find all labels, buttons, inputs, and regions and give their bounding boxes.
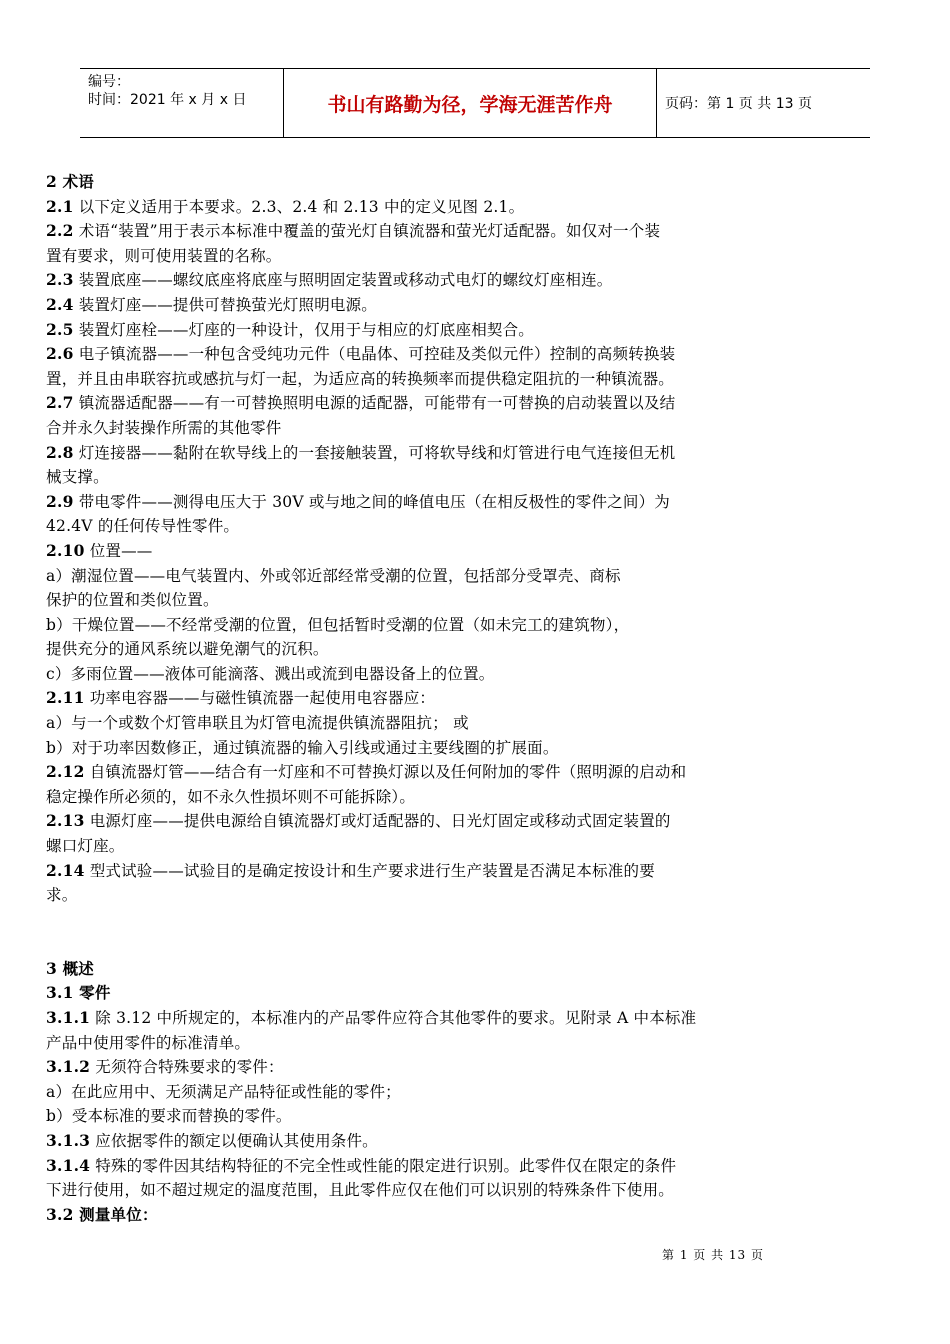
clause-number: 2.7 [46, 393, 74, 413]
clause-text: a）与一个或数个灯管串联且为灯管电流提供镇流器阻抗； 或 [46, 714, 469, 733]
clause-number: 2.10 [46, 540, 85, 560]
text-line [46, 564, 826, 589]
text-line [46, 588, 826, 613]
clause-text: 合并永久封装操作所需的其他零件 [46, 418, 282, 437]
section-3-1-title: 3.1 零件 [46, 983, 111, 1003]
clause-text: 提供充分的通风系统以避免潮气的沉积。 [46, 640, 329, 659]
clause-text: 42.4V 的任何传导性零件。 [46, 517, 240, 536]
clause-text: 电子镇流器——一种包含受纯功元件（电晶体、可控硅及类似元件）控制的高频转换装 [73, 345, 676, 364]
clause-text: 除 3.12 中所规定的，本标准内的产品零件应符合其他零件的要求。见附录 A 中本标准 [90, 1009, 697, 1027]
clause-text: 镇流器适配器——有一可替换照明电源的适配器，可能带有一可替换的启动装置以及结 [73, 394, 676, 413]
clause-text: 置有要求，则可使用装置的名称。 [46, 246, 282, 265]
text-line [46, 662, 826, 687]
clause-text: 稳定操作所必须的，如不永久性损坏则不可能拆除）。 [46, 787, 416, 806]
clause-text: 应依据零件的额定以便确认其使用条件。 [90, 1131, 378, 1150]
page-footer: 第 1 页 共 13 页 [662, 1248, 764, 1262]
section-3-2-title: 3.2 测量单位： [46, 1204, 158, 1224]
clause-number: 3.1.4 [46, 1155, 91, 1175]
text-line [46, 367, 826, 392]
clause-number: 2.9 [46, 491, 74, 511]
clause-text: 以下定义适用于本要求。2.3、2.4 和 2.13 中的定义见图 2.1。 [73, 197, 525, 216]
clause-text: a）在此应用中、无须满足产品特征或性能的零件； [46, 1082, 401, 1101]
text-line [46, 1178, 826, 1203]
text-line [46, 318, 826, 343]
header-motto: 书山有路勤为径，学海无涯苦作舟 [284, 69, 657, 137]
text-line [46, 416, 826, 441]
text-line [46, 514, 826, 539]
section-3-title: 3 概述 [46, 958, 94, 978]
clause-text: 带电零件——测得电压大于 30V 或与地之间的峰值电压（在相反极性的零件之间）为 [73, 492, 670, 511]
text-line [46, 785, 826, 810]
text-line [46, 809, 826, 834]
clause-text: 特殊的零件因其结构特征的不完全性或性能的限定进行识别。此零件仅在限定的条件 [90, 1156, 677, 1175]
clause-number: 3.1.1 [46, 1008, 91, 1027]
clause-number: 2.4 [46, 294, 74, 314]
clause-number: 3.1.2 [46, 1057, 91, 1077]
clause-text: 术语“装置”用于表示本标准中覆盖的萤光灯自镇流器和萤光灯适配器。如仅对一个装 [73, 222, 661, 241]
document-number-label: 编号： [88, 74, 130, 90]
text-line [46, 490, 826, 515]
clause-text: 装置底座——螺纹底座将底座与照明固定装置或移动式电灯的螺纹灯座相连。 [73, 271, 613, 290]
text-line [46, 686, 826, 711]
text-line [46, 293, 826, 318]
header-page-info: 页码：第 1 页 共 13 页 [665, 96, 812, 112]
text-line [46, 219, 826, 244]
clause-text: 功率电容器——与磁性镇流器一起使用电容器应： [84, 689, 436, 708]
clause-number: 2.6 [46, 344, 74, 364]
text-line [46, 1006, 826, 1031]
clause-text: 自镇流器灯管——结合有一灯座和不可替换灯源以及任何附加的零件（照明源的启动和 [84, 763, 687, 782]
clause-text: a）潮湿位置——电气装置内、外或邻近部经常受潮的位置，包括部分受罩壳、商标 [46, 566, 621, 585]
text-line [46, 342, 826, 367]
clause-text: 装置灯座——提供可替换萤光灯照明电源。 [73, 295, 378, 314]
text-line [46, 1080, 826, 1105]
clause-text: 保护的位置和类似位置。 [46, 591, 219, 610]
text-line [46, 1104, 826, 1129]
clause-number: 3.1.3 [46, 1130, 91, 1150]
clause-text: 无须符合特殊要求的零件： [90, 1058, 284, 1077]
clause-text: b）对于功率因数修正，通过镇流器的输入引线或通过主要线圈的扩展面。 [46, 738, 559, 757]
clause-text: 置，并且由串联容抗或感抗与灯一起，为适应高的转换频率而提供稳定阻抗的一种镇流器。 [46, 369, 675, 388]
text-line [46, 465, 826, 490]
section-gap [46, 908, 826, 957]
clause-text: 电源灯座——提供电源给自镇流器灯或灯适配器的、日光灯固定或移动式固定装置的 [84, 812, 671, 831]
text-line [46, 834, 826, 859]
text-line [46, 268, 826, 293]
clause-text: 械支撑。 [46, 468, 109, 487]
text-line [46, 1154, 826, 1179]
clause-text: 产品中使用零件的标准清单。 [46, 1033, 251, 1052]
text-line [46, 244, 826, 269]
clause-number: 2.13 [46, 811, 85, 831]
clause-text: 装置灯座栓——灯座的一种设计，仅用于与相应的灯底座相契合。 [73, 320, 535, 339]
clause-text: 下进行使用，如不超过规定的温度范围，且此零件应仅在他们可以识别的特殊条件下使用。 [46, 1181, 675, 1200]
text-line [46, 441, 826, 466]
clause-text: 求。 [46, 886, 78, 905]
clause-text: 灯连接器——黏附在软导线上的一套接触装置，可将软导线和灯管进行电气连接但无机 [73, 443, 676, 462]
text-line [46, 883, 826, 908]
page-header [80, 68, 870, 138]
clause-text: 型式试验——试验目的是确定按设计和生产要求进行生产装置是否满足本标准的要 [84, 861, 655, 880]
clause-number: 2.3 [46, 270, 74, 290]
section-2-lines [46, 195, 826, 908]
text-line [46, 1055, 826, 1080]
document-time: 时间：2021 年 x 月 x 日 [88, 92, 247, 108]
clause-number: 2.5 [46, 319, 74, 339]
clause-text: b）干燥位置——不经常受潮的位置，但包括暂时受潮的位置（如未完工的建筑物）， [46, 615, 630, 634]
text-line [46, 760, 826, 785]
text-line [46, 391, 826, 416]
section-3-lines [46, 1006, 826, 1203]
text-line [46, 711, 826, 736]
clause-number: 2.1 [46, 196, 74, 216]
clause-number: 2.14 [46, 860, 85, 880]
clause-text: c）多雨位置——液体可能滴落、溅出或流到电器设备上的位置。 [46, 664, 495, 683]
text-line [46, 195, 826, 220]
text-line [46, 736, 826, 761]
clause-text: 螺口灯座。 [46, 837, 125, 856]
section-2-title: 2 术语 [46, 172, 94, 191]
text-line [46, 1031, 826, 1056]
header-meta [80, 69, 284, 137]
text-line [46, 637, 826, 662]
document-body [46, 170, 826, 1227]
text-line [46, 859, 826, 884]
clause-number: 2.2 [46, 221, 74, 241]
clause-number: 2.12 [46, 762, 85, 782]
clause-number: 2.11 [46, 688, 85, 708]
clause-text: b）受本标准的要求而替换的零件。 [46, 1107, 292, 1126]
clause-number: 2.8 [46, 442, 74, 462]
text-line [46, 613, 826, 638]
clause-text: 位置—— [84, 541, 153, 560]
text-line [46, 539, 826, 564]
text-line [46, 1129, 826, 1154]
